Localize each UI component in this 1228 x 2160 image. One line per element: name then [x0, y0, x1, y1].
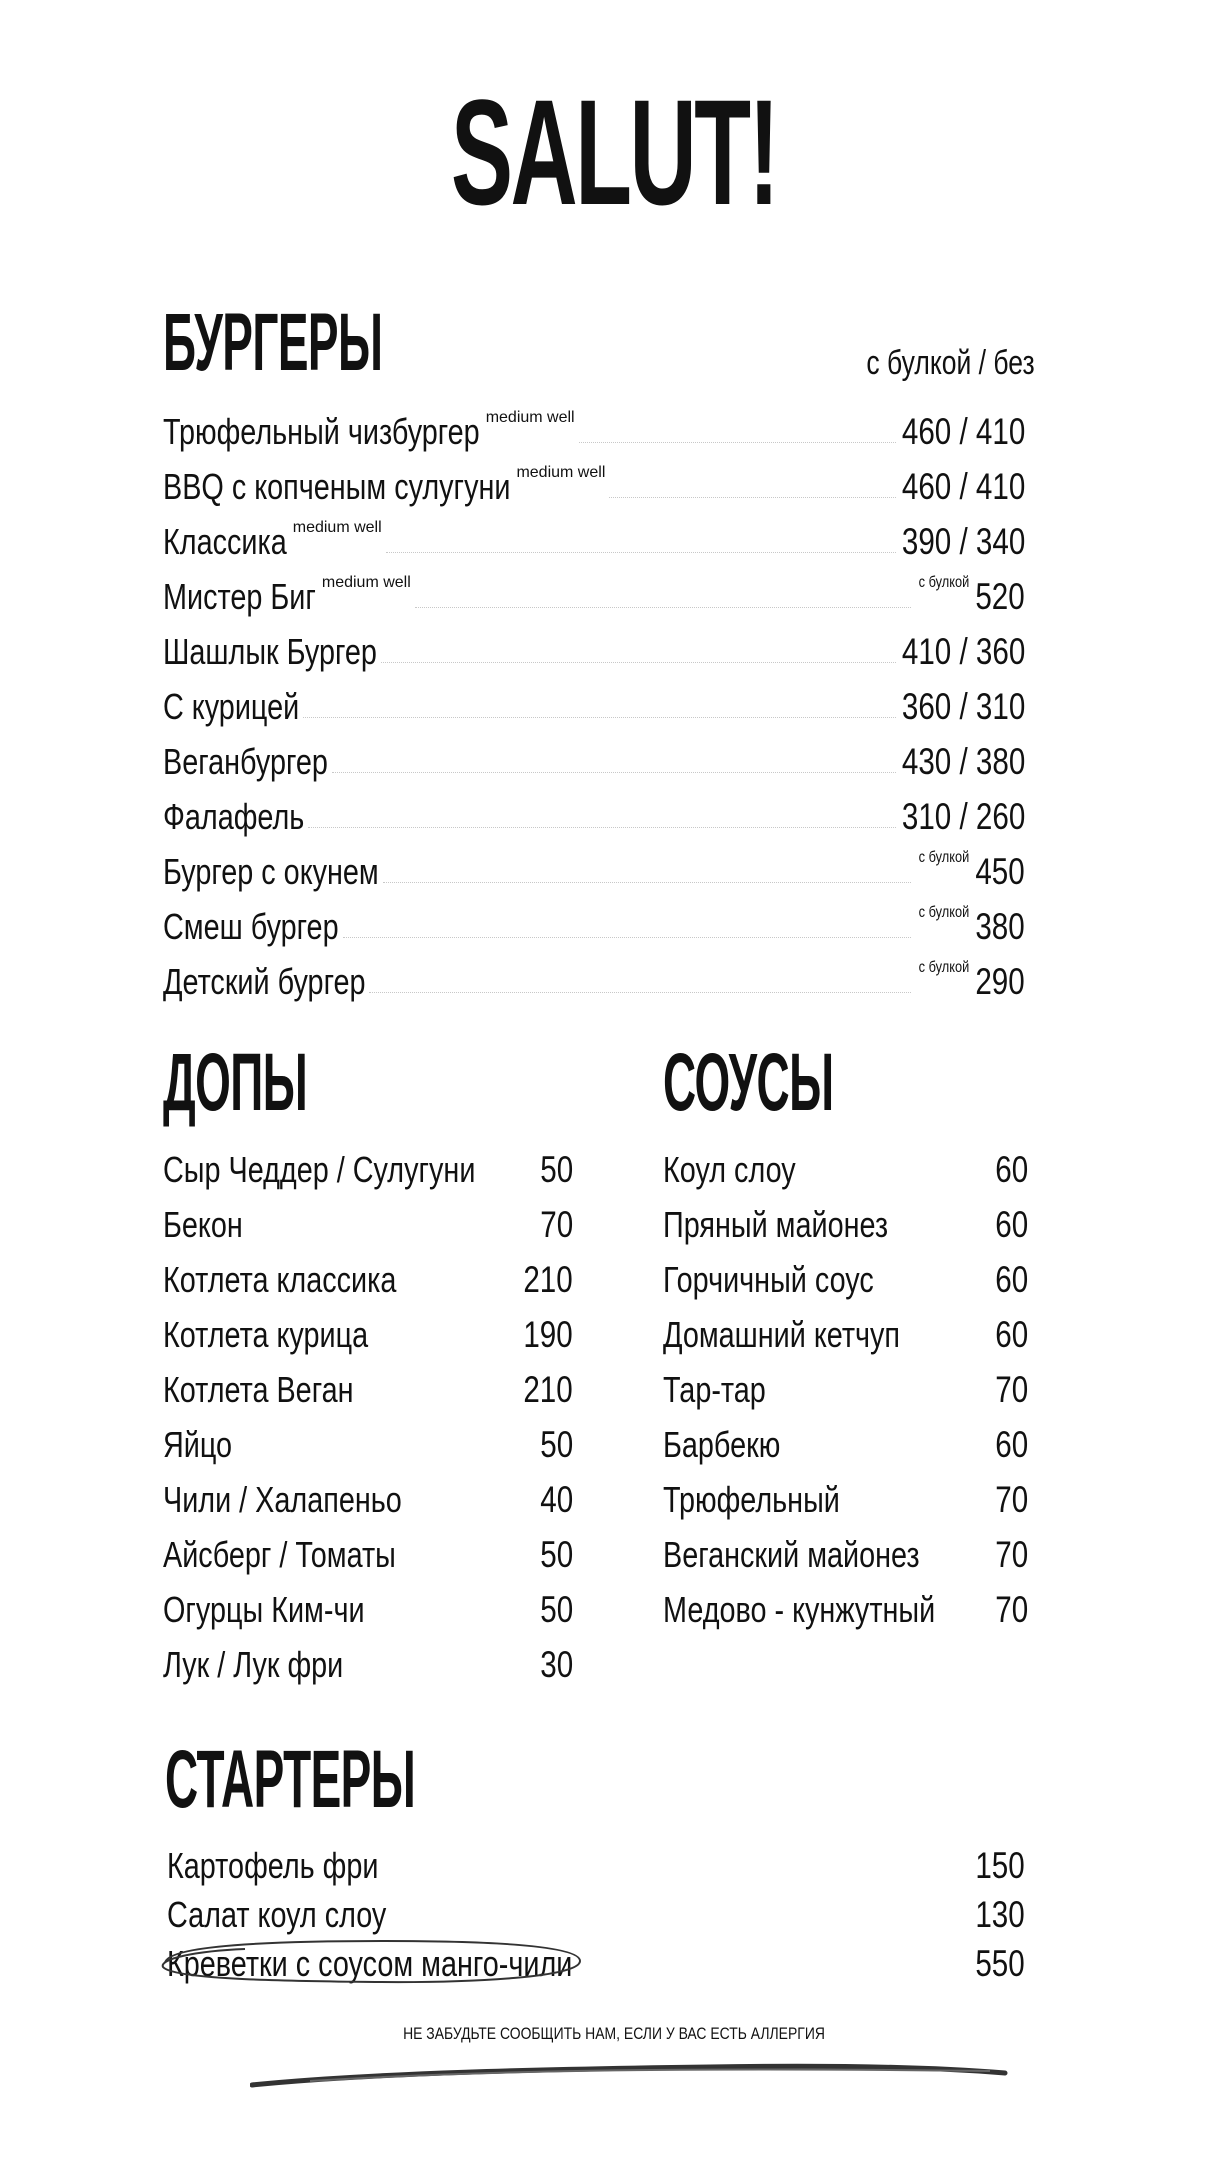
item-price: 290	[975, 961, 1025, 1002]
item-name: Мистер Биг	[163, 576, 316, 617]
item-name: Салат коул слоу	[167, 1894, 387, 1935]
sauces-heading: СОУСЫ	[663, 1037, 834, 1128]
item-price: 430 / 380	[901, 741, 1025, 782]
item-price: 550	[975, 1943, 1025, 1984]
item-name: Барбекю	[663, 1424, 781, 1465]
extras-menu-item	[163, 1533, 573, 1577]
item-name: Бургер с окунем	[163, 851, 379, 892]
burger-menu-item	[163, 740, 1025, 784]
item-name: Горчичный соус	[663, 1259, 874, 1300]
item-price: 150	[975, 1845, 1025, 1886]
sauce-menu-item	[663, 1478, 1028, 1522]
sauce-menu-item	[663, 1588, 1028, 1632]
burger-menu-item	[163, 575, 1025, 619]
dot-leader	[381, 662, 896, 663]
dot-leader	[343, 937, 911, 938]
sauce-menu-item	[663, 1533, 1028, 1577]
item-price: 190	[523, 1314, 573, 1355]
extras-menu-item	[163, 1478, 573, 1522]
burger-menu-item	[163, 960, 1025, 1004]
item-name: Пряный майонез	[663, 1204, 889, 1245]
item-name: Тар-тар	[663, 1369, 766, 1410]
item-price: 60	[995, 1204, 1028, 1245]
item-price: 130	[975, 1894, 1025, 1935]
item-price: 70	[995, 1369, 1028, 1410]
item-name: Классика	[163, 521, 287, 562]
price-unit-label: с булкой	[919, 849, 970, 866]
item-price: 60	[995, 1314, 1028, 1355]
item-name: Креветки с соусом манго-чили	[167, 1943, 573, 1984]
extras-menu-item	[163, 1368, 573, 1412]
dot-leader	[332, 772, 896, 773]
sauce-menu-item	[663, 1423, 1028, 1467]
item-price: 50	[540, 1589, 573, 1630]
item-name: Трюфельный	[663, 1479, 840, 1520]
item-name: Чили / Халапеньо	[163, 1479, 402, 1520]
item-name: Огурцы Ким-чи	[163, 1589, 365, 1630]
dot-leader	[369, 992, 911, 993]
sauce-menu-item	[663, 1203, 1028, 1247]
item-price: 50	[540, 1424, 573, 1465]
extras-menu-item	[163, 1313, 573, 1357]
item-name: Смеш бургер	[163, 906, 339, 947]
burger-menu-item	[163, 795, 1025, 839]
item-name: Трюфельный чизбургер	[163, 411, 480, 452]
extras-heading: ДОПЫ	[163, 1037, 308, 1128]
item-price: 30	[540, 1644, 573, 1685]
price-unit-label: с булкой	[919, 574, 970, 591]
burgers-heading: БУРГЕРЫ	[163, 297, 383, 388]
item-name: Яйцо	[163, 1424, 233, 1465]
item-name: Домашний кетчуп	[663, 1314, 901, 1355]
item-name: С курицей	[163, 686, 300, 727]
item-name: Детский бургер	[163, 961, 366, 1002]
item-price: 390 / 340	[901, 521, 1025, 562]
item-price: 40	[540, 1479, 573, 1520]
item-price: 410 / 360	[901, 631, 1025, 672]
burger-menu-item	[163, 905, 1025, 949]
extras-menu-item	[163, 1258, 573, 1302]
item-price: 70	[995, 1479, 1028, 1520]
extras-menu-item	[163, 1203, 573, 1247]
extras-menu-item	[163, 1423, 573, 1467]
doneness-note: medium well	[321, 574, 411, 591]
item-price: 460 / 410	[901, 411, 1025, 452]
sauce-menu-item	[663, 1368, 1028, 1412]
burger-menu-item	[163, 685, 1025, 729]
item-name: Коул слоу	[663, 1149, 796, 1190]
item-price: 50	[540, 1534, 573, 1575]
item-price: 450	[975, 851, 1025, 892]
restaurant-logo: SALUT!	[450, 68, 778, 236]
item-name: Котлета Веган	[163, 1369, 354, 1410]
item-price: 70	[540, 1204, 573, 1245]
item-price: 210	[523, 1369, 573, 1410]
item-price: 520	[975, 576, 1025, 617]
item-name: Медово - кунжутный	[663, 1589, 936, 1630]
item-price: 50	[540, 1149, 573, 1190]
dot-leader	[386, 552, 896, 553]
extras-menu-item	[163, 1588, 573, 1632]
item-name: Котлета курица	[163, 1314, 369, 1355]
item-name: Картофель фри	[167, 1845, 379, 1886]
item-name: Бекон	[163, 1204, 243, 1245]
sauce-menu-item	[663, 1148, 1028, 1192]
item-name: Лук / Лук фри	[163, 1644, 344, 1685]
burger-menu-item	[163, 850, 1025, 894]
dot-leader	[303, 717, 895, 718]
item-price: 380	[975, 906, 1025, 947]
item-price: 70	[995, 1589, 1028, 1630]
item-name: Котлета классика	[163, 1259, 397, 1300]
item-name: Фалафель	[163, 796, 305, 837]
starters-heading: СТАРТЕРЫ	[165, 1734, 416, 1825]
item-name: BBQ с копченым сулугуни	[163, 466, 511, 507]
brush-stroke-decoration	[250, 2055, 1010, 2095]
extras-menu-item	[163, 1148, 573, 1192]
starter-menu-item	[167, 1844, 1025, 1888]
dot-leader	[609, 497, 895, 498]
dot-leader	[383, 882, 911, 883]
doneness-note: medium well	[292, 519, 382, 536]
item-price: 460 / 410	[901, 466, 1025, 507]
burgers-price-legend: с булкой / без	[866, 344, 1035, 382]
extras-menu-item	[163, 1643, 573, 1687]
doneness-note: medium well	[516, 464, 606, 481]
dot-leader	[415, 607, 911, 608]
sauce-menu-item	[663, 1313, 1028, 1357]
item-name: Веганский майонез	[663, 1534, 920, 1575]
item-name: Сыр Чеддер / Сулугуни	[163, 1149, 476, 1190]
burger-menu-item	[163, 630, 1025, 674]
item-price: 60	[995, 1149, 1028, 1190]
item-price: 360 / 310	[901, 686, 1025, 727]
item-name: Шашлык Бургер	[163, 631, 377, 672]
burger-menu-item	[163, 465, 1025, 509]
item-price: 60	[995, 1259, 1028, 1300]
item-price: 70	[995, 1534, 1028, 1575]
allergy-notice: НЕ ЗАБУДЬТЕ СООБЩИТЬ НАМ, ЕСЛИ У ВАС ЕСТЬ АЛЛЕРГИЯ	[403, 2024, 825, 2043]
doneness-note: medium well	[485, 409, 575, 426]
hand-drawn-circle-decoration	[155, 1925, 595, 1995]
item-name: Айсберг / Томаты	[163, 1534, 396, 1575]
dot-leader	[308, 827, 895, 828]
item-price: 60	[995, 1424, 1028, 1465]
price-unit-label: с булкой	[919, 959, 970, 976]
item-price: 310 / 260	[901, 796, 1025, 837]
dot-leader	[579, 442, 896, 443]
sauce-menu-item	[663, 1258, 1028, 1302]
burger-menu-item	[163, 520, 1025, 564]
item-name: Веганбургер	[163, 741, 328, 782]
item-price: 210	[523, 1259, 573, 1300]
burger-menu-item	[163, 410, 1025, 454]
price-unit-label: с булкой	[919, 904, 970, 921]
